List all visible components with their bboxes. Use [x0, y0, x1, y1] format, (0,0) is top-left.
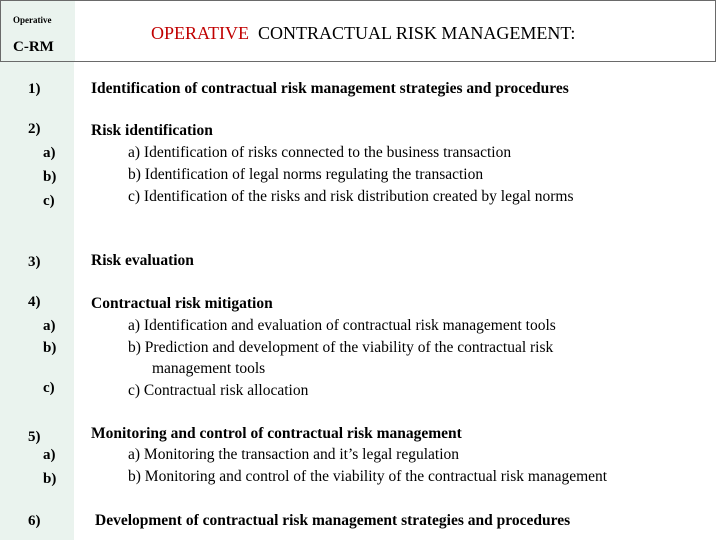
sub-number: b)	[43, 169, 57, 185]
sub-item: b) Identification of legal norms regulating the transaction	[128, 166, 484, 183]
sub-number: a)	[43, 447, 56, 463]
sub-item-continuation: management tools	[152, 360, 266, 377]
item-number: 2)	[28, 121, 41, 137]
sub-item: c) Identification of the risks and risk distribution created by legal norms	[128, 188, 574, 205]
sub-number: b)	[43, 471, 57, 487]
item-number: 4)	[28, 294, 41, 310]
header	[0, 0, 716, 62]
title-accent: OPERATIVE	[151, 23, 249, 43]
crm-label: C-RM	[13, 39, 54, 55]
sub-item: b) Prediction and development of the viability of the contractual risk	[128, 339, 554, 356]
sub-number: a)	[43, 145, 56, 161]
sub-item: a) Identification of risks connected to the business transaction	[128, 144, 512, 161]
page-title	[151, 23, 575, 44]
sub-item: a) Identification and evaluation of contractual risk management tools	[128, 317, 556, 334]
sub-item: b) Monitoring and control of the viability of the contractual risk management	[128, 468, 608, 485]
item-number: 6)	[28, 513, 41, 529]
item-heading: Development of contractual risk management strategies and procedures	[95, 512, 571, 529]
sub-number: b)	[43, 340, 57, 356]
operative-label: Operative	[13, 15, 52, 25]
item-heading: Identification of contractual risk management strategies and procedures	[91, 80, 569, 97]
sub-number: a)	[43, 318, 56, 334]
sub-item: c) Contractual risk allocation	[128, 382, 309, 399]
item-heading: Contractual risk mitigation	[91, 295, 273, 312]
sub-number: c)	[43, 193, 55, 209]
title-main: CONTRACTUAL RISK MANAGEMENT:	[258, 23, 576, 43]
item-number: 1)	[28, 81, 41, 97]
item-heading: Risk identification	[91, 122, 213, 139]
item-heading: Monitoring and control of contractual risk management	[91, 425, 462, 442]
item-number: 3)	[28, 254, 41, 270]
sub-number: c)	[43, 380, 55, 396]
item-heading: Risk evaluation	[91, 252, 194, 269]
sub-item: a) Monitoring the transaction and it’s legal regulation	[128, 446, 460, 463]
item-number: 5)	[28, 429, 41, 445]
